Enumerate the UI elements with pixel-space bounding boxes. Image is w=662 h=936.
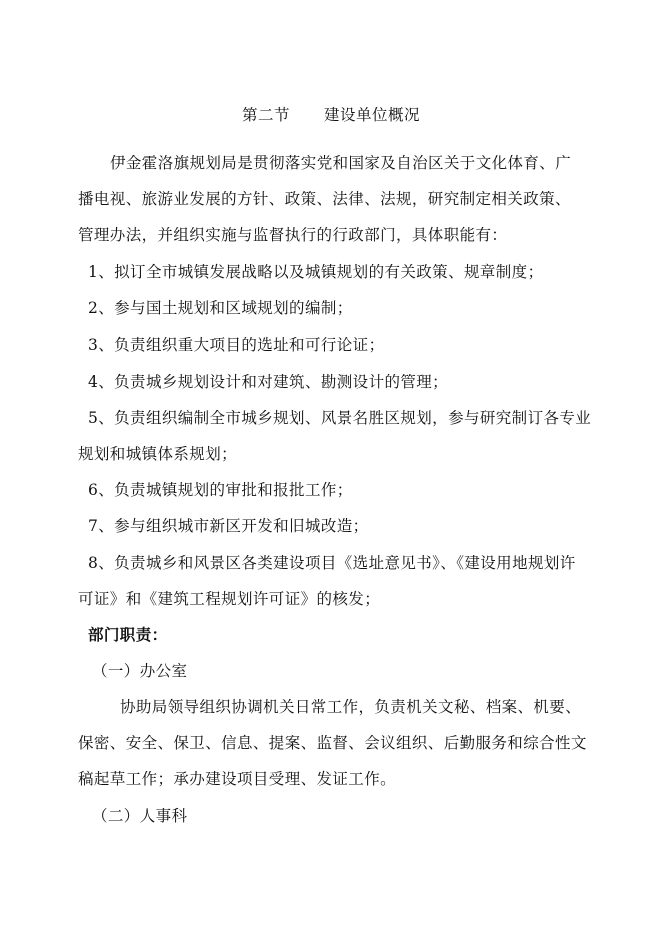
personnel-heading: （二）人事科 xyxy=(92,807,188,825)
duty-item-8-line-2: 可证》和《建筑工程规划许可证》的核发； xyxy=(78,590,381,608)
intro-line-1: 伊金霍洛旗规划局是贯彻落实党和国家及自治区关于文化体育、广 xyxy=(110,154,572,172)
duty-item-1: 1、拟订全市城镇发展战略以及城镇规划的有关政策、规章制度； xyxy=(88,263,544,281)
departments-heading: 部门职责： xyxy=(88,626,168,644)
duty-item-8-line-1: 8、负责城乡和风景区各类建设项目《选址意见书》、《建设用地规划许 xyxy=(88,554,576,572)
office-heading: （一）办公室 xyxy=(92,662,188,680)
intro-line-3: 管理办法，并组织实施与监督执行的行政部门，具体职能有： xyxy=(78,226,508,244)
duty-item-6: 6、负责城镇规划的审批和报批工作； xyxy=(88,481,353,499)
duty-item-3: 3、负责组织重大项目的选址和可行论证； xyxy=(88,336,385,354)
duty-item-5-line-2: 规划和城镇体系规划； xyxy=(78,445,238,463)
intro-line-2: 播电视、旅游业发展的方针、政策、法律、法规，研究制定相关政策、 xyxy=(78,190,571,208)
section-title xyxy=(0,103,662,125)
office-line-3: 稿起草工作；承办建设项目受理、发证工作。 xyxy=(78,770,397,788)
duty-item-4: 4、负责城乡规划设计和对建筑、勘测设计的管理； xyxy=(88,373,449,391)
office-line-2: 保密、安全、保卫、信息、提案、监督、会议组织、后勤服务和综合性文 xyxy=(78,734,587,752)
duty-item-2: 2、参与国土规划和区域规划的编制； xyxy=(88,299,353,317)
duty-item-5-line-1: 5、负责组织编制全市城乡规划、风景名胜区规划，参与研究制订各专业 xyxy=(88,409,592,427)
office-line-1: 协助局领导组织协调机关日常工作，负责机关文秘、档案、机要、 xyxy=(120,698,582,716)
duty-item-7: 7、参与组织城市新区开发和旧城改造； xyxy=(88,517,369,535)
section-number: 第二节 xyxy=(241,106,290,124)
section-heading: 建设单位概况 xyxy=(324,106,421,124)
